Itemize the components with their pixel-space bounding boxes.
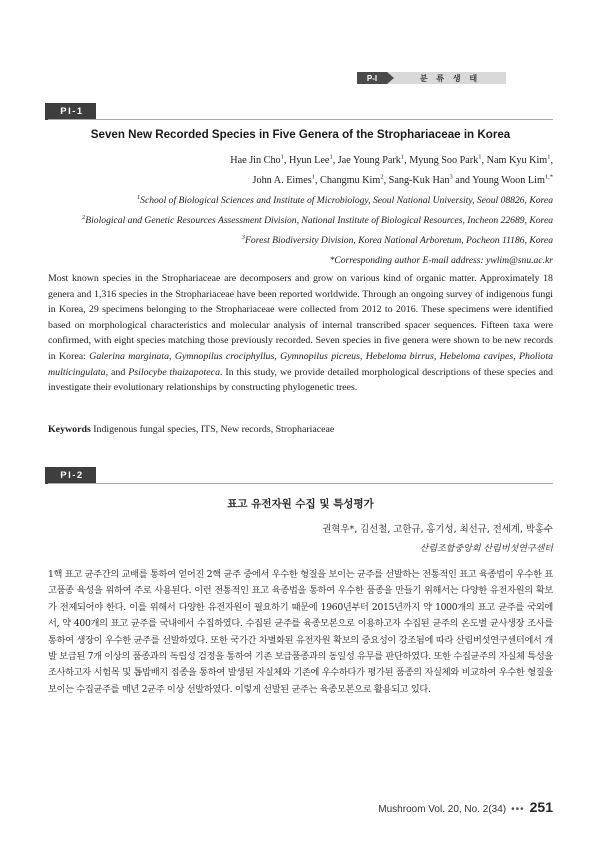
corresponding-author: *Corresponding author E-mail address: ywlim@snu.ac.kr: [329, 255, 553, 266]
ellipsis-dots: •••: [511, 804, 525, 815]
article-title-1: Seven New Recorded Species in Five Genera of the Strophariaceae in Korea: [90, 128, 511, 141]
page-footer: [378, 799, 553, 815]
keywords-1: Keywords Indigenous fungal species, ITS, New records, Strophariaceae: [48, 424, 335, 435]
article-badge-2: PI-2: [48, 467, 96, 484]
affiliation: $^2$Biological and Genetic Resources Assessment Division, National Institute of Biological Resources, Incheon 22689, Korea: [82, 213, 553, 226]
author-list-1: Hae Jin Cho$^1$, Hyun Lee$^1$, Jae Young Park$^1$, Myung Soo Park$^1$, Nam Kyu Kim$^1$, John A. Eimes$^1$, Changmu Kim$^2$, Sang-Kuk Han$^3$ and Young Woon Lim$^{1,*}$: [230, 153, 553, 186]
abstract-1: Most known species in the Strophariaceae are decomposers and grow on various kind of organic matter. Approximately 18 genera and 1,316 species in the Strophariaceae have been reported worldwide. Through an ongoing survey of indigenous fungi in Korea, 29 specimens belonging to the Strophariaceae were collected from 2012 to 2016. These specimens were identified based on morphological characteristics and molecular analysis of internal transcribed spacer sequences. Fifteen taxa were confirmed, with eight species matching those previously recorded. Seven species in five genera were shown to be new records in Korea: Galerina marginata, Gymnopilus crociphyllus, Gymnopilus picreus, Hebeloma birrus, Hebeloma cavipes, Pholiota multicingulata, and Psilocybe thaizapoteca. In this study, we provide detailed morphological descriptions of these species and investigate their evolutionary relationships by constructing phylogenetic trees.: [48, 273, 554, 394]
section-header-tab: [357, 72, 506, 84]
affiliation: $^3$Forest Biodiversity Division, Korea National Arboretum, Pocheon 11186, Korea: [241, 233, 553, 246]
article-title-2: 표고 유전자원 수집 및 특성평가: [227, 498, 374, 510]
affiliation-2: 산림조합중앙회 산림버섯연구센터: [419, 544, 553, 554]
divider-1: [48, 119, 553, 120]
chevron-right-icon: [387, 72, 394, 84]
divider-2: [48, 483, 553, 484]
abstract-2: 1핵 표고 균주간의 교배를 통하여 얻어진 2핵 균주 중에서 우수한 형질을 보이는 균주를 선발하는 전통적인 표고 육종법이 우수한 표고품종 육성을 위하여 주로 사용된다. 이런 전통적인 표고 육종법을 통하여 우수한 품종을 만들기 위해서는 다양한 유전자원의 확보가 전제되어야 한다. 이를 위해서 다양한 유전자원이 필요하기 때문에 1960년부터 2015년까지 약 1000개의 표고 균주를 국외에서, 약 400개의 표고 균주를 국내에서 수집하였다. 수집된 균주를 육종모본으로 이용하고자 수집된 균주의 온도별 균사생장 조사를 통하여 생장이 우수한 균주를 선발하였다. 또한 국가간 차별화된 유전자원 확보의 중요성이 강조됨에 따라 산림버섯연구센터에서 개발 보급된 7개 이상의 품종과의 독립성 검정을 통하여 기존 보급품종과의 동일성 유무를 판단하였다. 또한 수집균주의 자실체 특성을 조사하고자 시험목 및 톱밥배지 접종을 통하여 발생된 자실체와 기존에 우수하다가 평가된 품종의 자실체와 비교하여 우수한 형질을 보이는 수집균주를 매년 2균주 이상 선발하였다. 이렇게 선발된 균주는 육종모본으로 활용되고 있다.: [48, 569, 553, 695]
journal-citation: Mushroom Vol. 20, No. 2(34): [378, 804, 507, 815]
affiliation: $^1$School of Biological Sciences and Institute of Microbiology, Seoul National University, Seoul 08826, Korea: [136, 193, 553, 206]
page-number: 251: [529, 799, 553, 815]
author-list-2: 권혁우*, 김선철, 고한규, 홍기성, 최선규, 전세계, 박홍수: [322, 524, 553, 535]
affiliations-1: [48, 191, 553, 271]
section-code: P-I: [357, 72, 387, 84]
section-label: 분 류 생 태: [394, 72, 506, 84]
article-badge-1: PI-1: [48, 103, 96, 120]
